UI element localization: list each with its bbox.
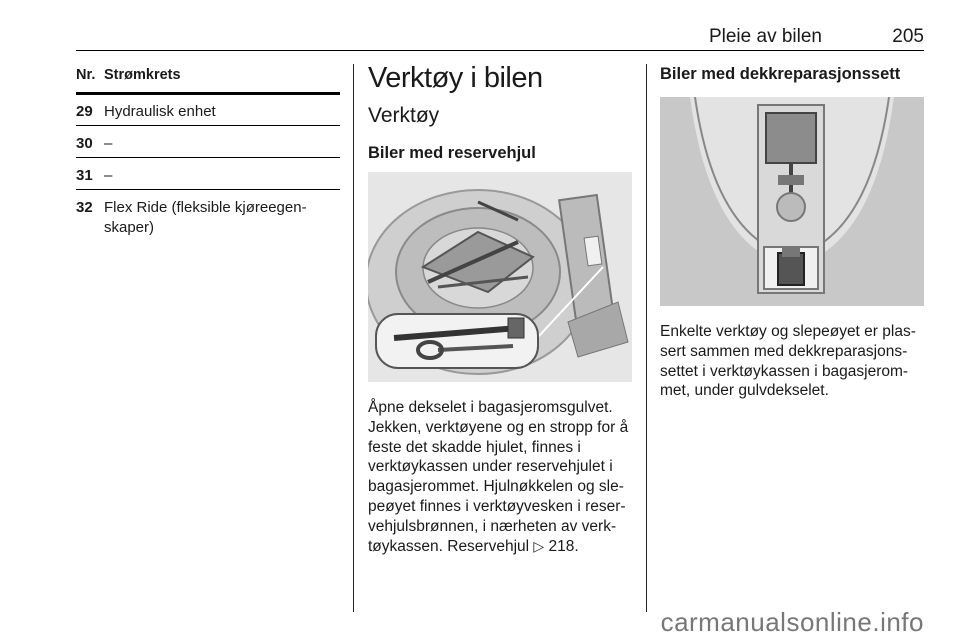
row-value: Flex Ride (fleksible kjøreegen-skaper) bbox=[104, 199, 307, 236]
subsection-heading-right: Biler med dekkreparasjonssett bbox=[660, 65, 901, 83]
page-reference[interactable]: 218. bbox=[548, 537, 579, 555]
row-value: – bbox=[104, 135, 113, 152]
middle-paragraph bbox=[368, 398, 640, 556]
repair-kit-illustration bbox=[660, 97, 924, 306]
column-divider-1 bbox=[353, 64, 354, 612]
row-value: Hydraulisk enhet bbox=[104, 103, 216, 120]
row-divider bbox=[76, 189, 340, 190]
subsection-heading: Biler med reservehjul bbox=[368, 144, 536, 162]
header-divider bbox=[76, 50, 924, 51]
section-title: Pleie av bilen bbox=[708, 26, 822, 47]
paragraph-text: Åpne dekselet i bagasjeromsgulvet. Jekken, verktøyene og en stropp for å feste det skadde hjulet, finnes i verktøykassen under reservehjulet i bagasjerommet. Hjulnøkkelen og sle-peøyet finnes i verktøyvesken i reser-vehjulsbrønnen, i nærheten av verk-tøykassen. Reservehjul bbox=[368, 399, 629, 555]
column-divider-2 bbox=[646, 64, 647, 612]
row-number: 29 bbox=[76, 103, 93, 120]
table-header-rule bbox=[76, 92, 340, 95]
spare-wheel-tools-illustration bbox=[368, 172, 632, 382]
table-header-label: Strømkrets bbox=[104, 67, 181, 83]
row-divider bbox=[76, 157, 340, 158]
right-paragraph: Enkelte verktøy og slepeøyet er plas-sert sammen med dekkreparasjons-settet i verktøykassen i bagasjerom-met, under gulvdekselet. bbox=[660, 323, 916, 400]
row-number: 31 bbox=[76, 167, 93, 184]
page-number: 205 bbox=[892, 26, 924, 47]
page-title: Verktøy i bilen bbox=[368, 62, 543, 94]
reference-arrow-icon: ▷ bbox=[533, 537, 545, 554]
row-divider bbox=[76, 125, 340, 126]
row-number: 30 bbox=[76, 135, 93, 152]
section-subtitle: Verktøy bbox=[368, 104, 440, 127]
row-number: 32 bbox=[76, 199, 93, 216]
table-header-nr: Nr. bbox=[76, 67, 96, 83]
row-value: – bbox=[104, 167, 113, 184]
watermark: carmanualsonline.info bbox=[660, 607, 924, 637]
